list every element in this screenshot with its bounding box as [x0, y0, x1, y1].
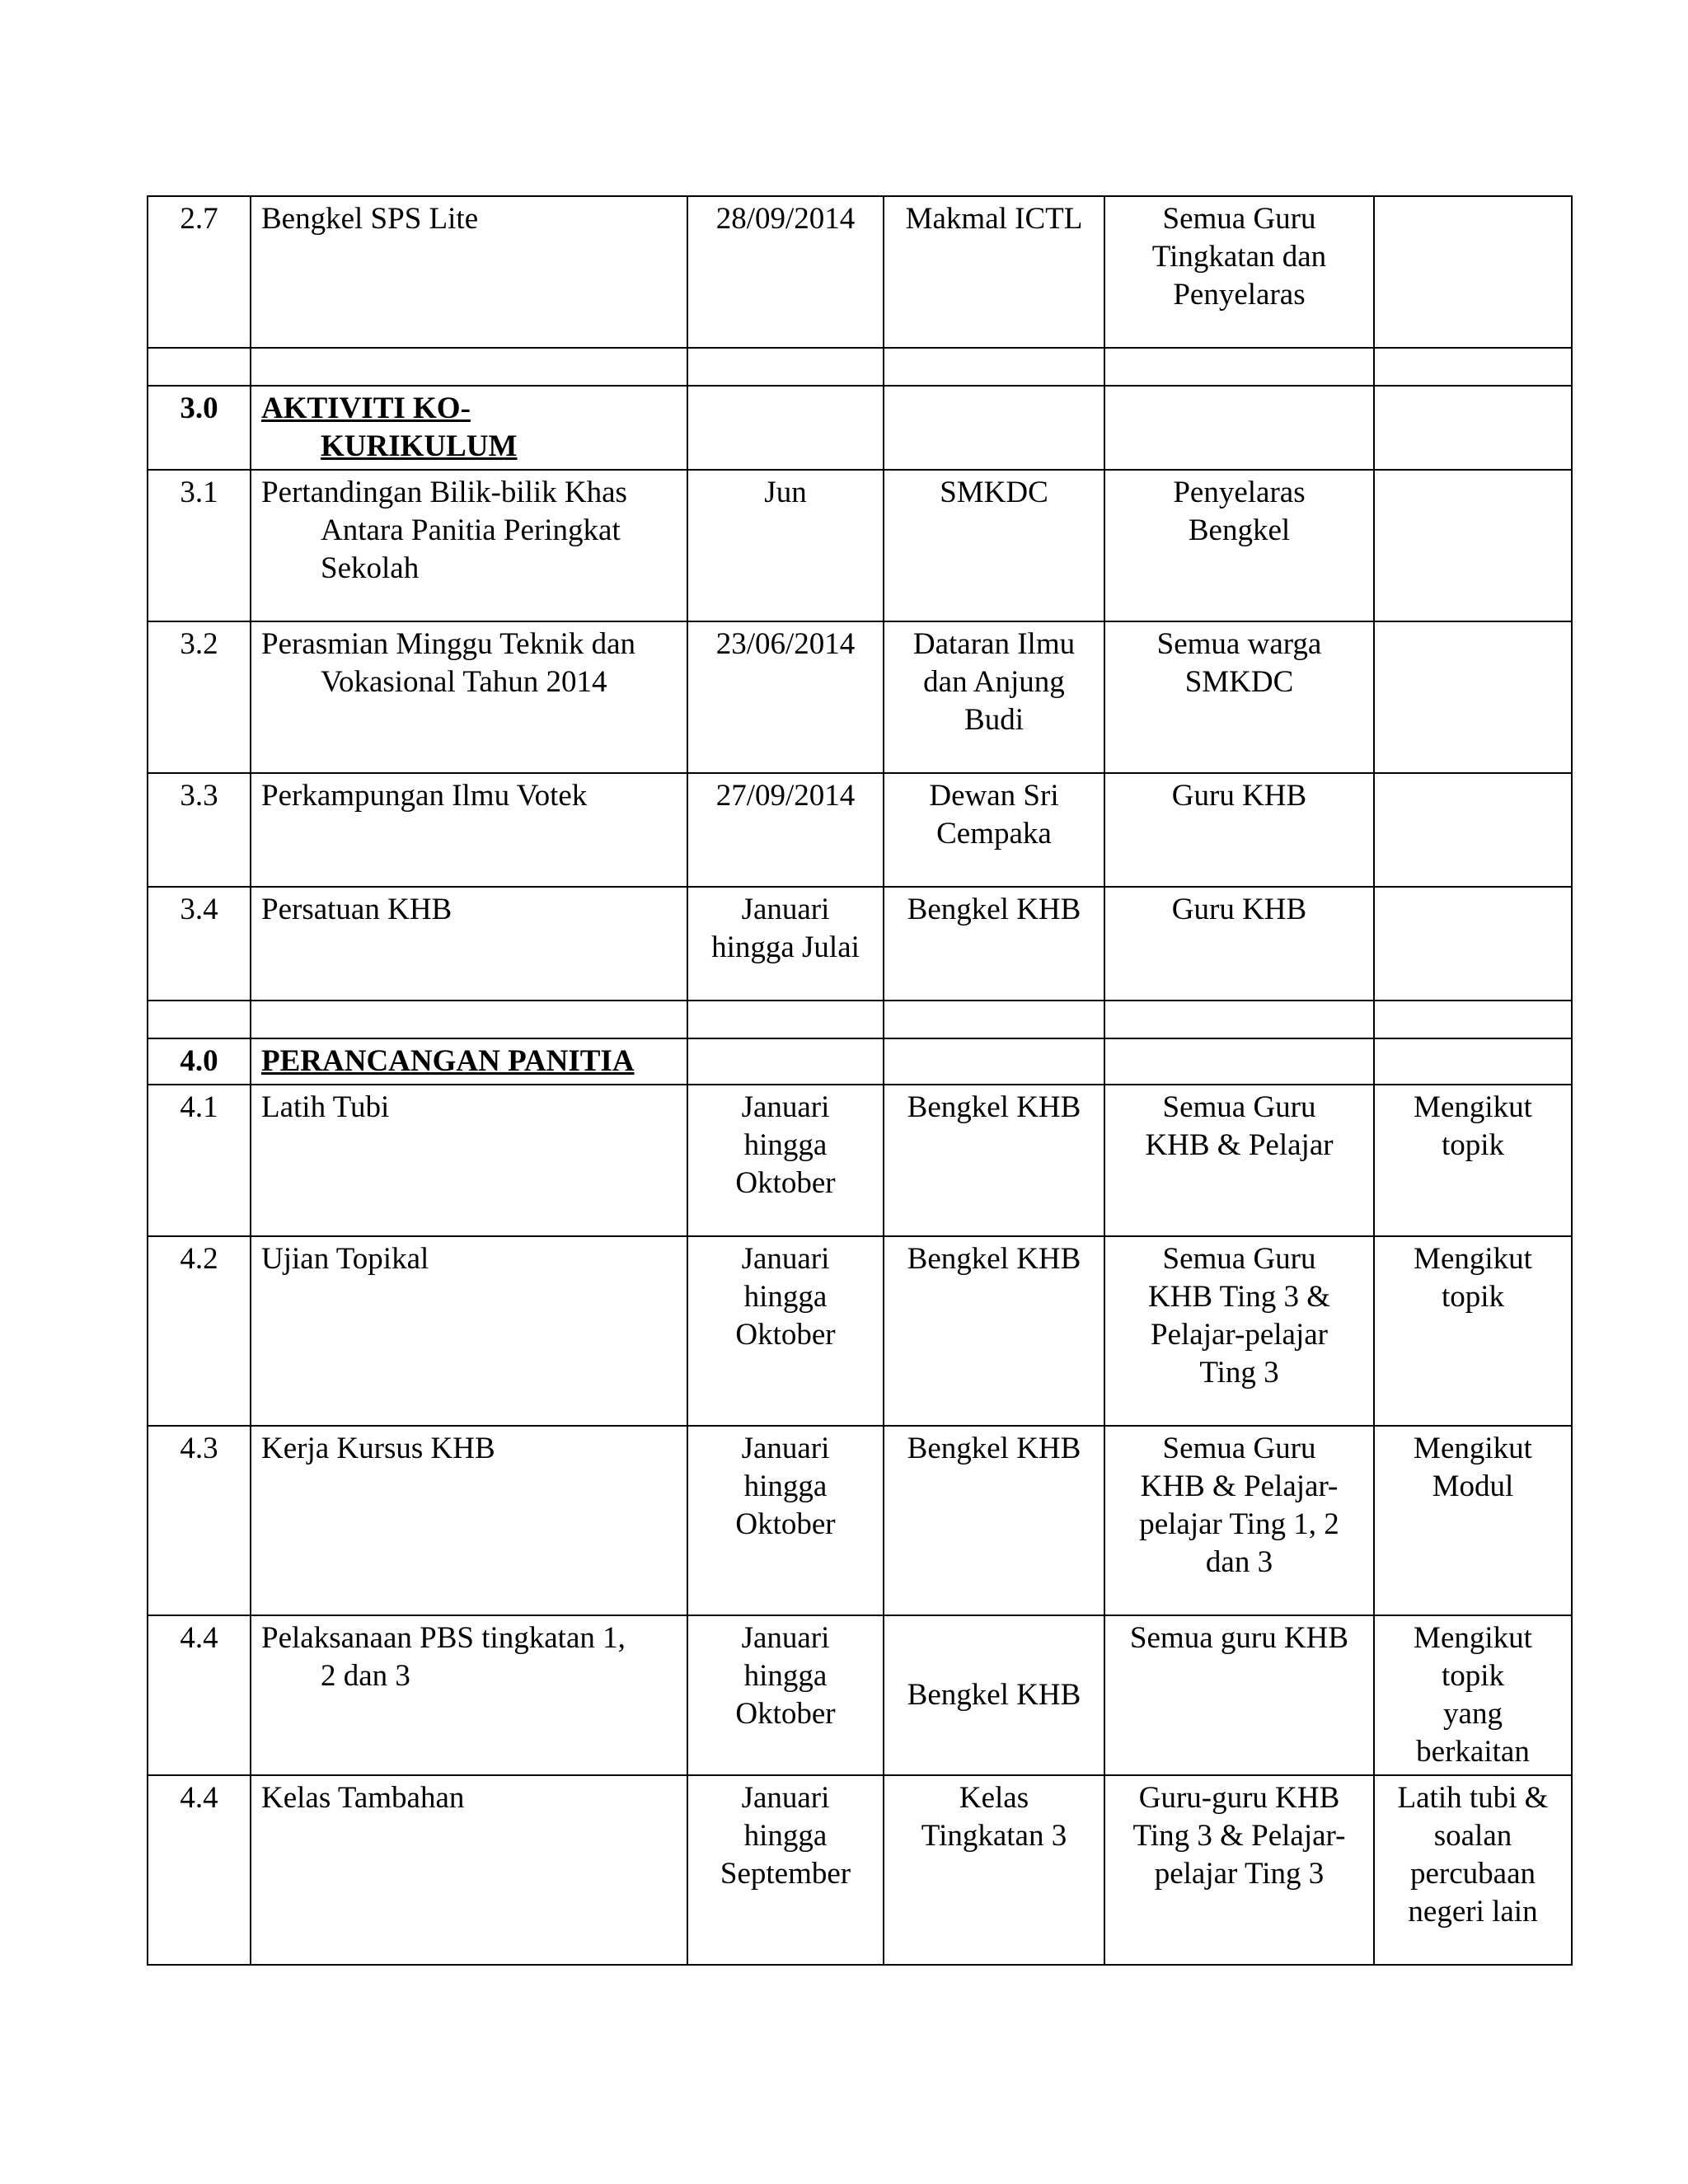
notes-cell — [1374, 348, 1572, 386]
place-cell — [884, 1426, 1104, 1615]
date-line: Januari — [741, 1242, 830, 1276]
notes-line: Mengikut — [1414, 1621, 1532, 1655]
date-line: September — [720, 1857, 851, 1891]
item-number: 4.0 — [180, 1044, 218, 1078]
activity-line: AKTIVITI KO- — [261, 391, 471, 425]
date-line: hingga — [743, 1659, 828, 1693]
item-number-cell — [148, 1236, 251, 1426]
table-row — [148, 1775, 1572, 1965]
item-number-cell — [148, 348, 251, 386]
target-cell — [1104, 196, 1374, 348]
item-number-cell — [148, 1085, 251, 1236]
target-cell — [1104, 1236, 1374, 1426]
item-number-cell — [148, 470, 251, 621]
date-cell — [687, 887, 884, 1001]
activity-cell — [251, 1615, 687, 1775]
date-line: Januari — [741, 1090, 830, 1124]
item-number: 4.1 — [180, 1090, 218, 1124]
target-cell — [1104, 1426, 1374, 1615]
activity-cell — [251, 1426, 687, 1615]
date-cell — [687, 1038, 884, 1085]
target-cell — [1104, 348, 1374, 386]
place-line: SMKDC — [940, 476, 1048, 509]
activity-line: KURIKULUM — [321, 429, 518, 463]
target-line: Tingkatan dan — [1151, 240, 1327, 274]
activity-line: Persatuan KHB — [261, 893, 452, 926]
place-line: Makmal ICTL — [905, 202, 1083, 236]
item-number: 4.3 — [180, 1432, 218, 1465]
place-cell — [884, 348, 1104, 386]
item-number-cell — [148, 196, 251, 348]
place-cell — [884, 1038, 1104, 1085]
activity-line: Pelaksanaan PBS tingkatan 1, — [261, 1621, 626, 1655]
date-line: hingga — [743, 1819, 828, 1853]
target-line: KHB Ting 3 & — [1147, 1280, 1331, 1314]
place-line: Bengkel KHB — [907, 893, 1081, 926]
notes-cell — [1374, 1775, 1572, 1965]
target-line: Semua Guru — [1162, 1242, 1316, 1276]
place-cell — [884, 196, 1104, 348]
date-line: Oktober — [735, 1507, 836, 1541]
date-cell — [687, 1426, 884, 1615]
activity-line: Pertandingan Bilik-bilik Khas — [261, 476, 627, 509]
section-row — [148, 1038, 1572, 1085]
target-cell — [1104, 1615, 1374, 1775]
notes-line: Modul — [1432, 1469, 1514, 1503]
notes-line: yang — [1443, 1697, 1503, 1731]
item-number-cell — [148, 1615, 251, 1775]
item-number: 4.4 — [180, 1621, 218, 1655]
place-line: Bengkel KHB — [907, 1242, 1081, 1276]
item-number-cell — [148, 1001, 251, 1038]
item-number: 3.1 — [180, 476, 218, 509]
activity-cell — [251, 1236, 687, 1426]
date-cell — [687, 1085, 884, 1236]
target-line: pelajar Ting 3 — [1154, 1857, 1325, 1891]
date-line: 27/09/2014 — [715, 779, 856, 813]
date-line: hingga — [743, 1128, 828, 1162]
item-number-cell — [148, 1775, 251, 1965]
notes-line: topik — [1441, 1128, 1505, 1162]
activity-cell — [251, 1775, 687, 1965]
target-cell — [1104, 470, 1374, 621]
activity-line: Latih Tubi — [261, 1090, 390, 1124]
table-row — [148, 773, 1572, 887]
item-number-cell — [148, 773, 251, 887]
place-line: Bengkel KHB — [907, 1090, 1081, 1124]
notes-cell — [1374, 773, 1572, 887]
place-line: Tingkatan 3 — [921, 1819, 1067, 1853]
item-number: 3.0 — [180, 391, 218, 425]
item-number-cell — [148, 1038, 251, 1085]
target-line: Bengkel — [1188, 513, 1291, 547]
activity-cell — [251, 196, 687, 348]
notes-cell — [1374, 621, 1572, 773]
target-cell — [1104, 1001, 1374, 1038]
notes-line: negeri lain — [1408, 1895, 1538, 1929]
spacer-row — [148, 1001, 1572, 1038]
activity-cell — [251, 621, 687, 773]
place-cell — [884, 470, 1104, 621]
activity-line: Kelas Tambahan — [261, 1781, 465, 1815]
notes-cell — [1374, 1085, 1572, 1236]
activity-cell — [251, 470, 687, 621]
notes-line: topik — [1441, 1280, 1505, 1314]
place-line: dan Anjung — [923, 665, 1065, 699]
target-cell — [1104, 621, 1374, 773]
notes-cell — [1374, 1615, 1572, 1775]
table-row — [148, 470, 1572, 621]
date-cell — [687, 386, 884, 470]
target-line: Semua Guru — [1162, 202, 1316, 236]
target-line: Guru KHB — [1171, 779, 1307, 813]
date-line: Januari — [741, 893, 830, 926]
place-cell — [884, 621, 1104, 773]
target-line: Ting 3 — [1199, 1356, 1279, 1390]
target-cell — [1104, 1775, 1374, 1965]
target-cell — [1104, 773, 1374, 887]
target-line: dan 3 — [1205, 1545, 1273, 1579]
date-cell — [687, 1001, 884, 1038]
activity-line: Perasmian Minggu Teknik dan — [261, 627, 636, 661]
date-line: Januari — [741, 1432, 830, 1465]
target-line: KHB & Pelajar- — [1140, 1469, 1339, 1503]
place-cell — [884, 1236, 1104, 1426]
notes-line: Mengikut — [1414, 1090, 1532, 1124]
notes-cell — [1374, 1426, 1572, 1615]
date-cell — [687, 1236, 884, 1426]
place-line: Cempaka — [936, 817, 1052, 851]
notes-cell — [1374, 1001, 1572, 1038]
target-cell — [1104, 1038, 1374, 1085]
item-number: 3.4 — [180, 893, 218, 926]
activity-cell — [251, 1038, 687, 1085]
item-number-cell — [148, 621, 251, 773]
place-line: Kelas — [959, 1781, 1029, 1815]
target-line: Semua guru KHB — [1129, 1621, 1349, 1655]
table-row — [148, 1426, 1572, 1615]
date-cell — [687, 1775, 884, 1965]
activity-cell — [251, 386, 687, 470]
notes-line: percubaan — [1409, 1857, 1536, 1891]
place-line: Budi — [964, 703, 1024, 737]
activity-line: Sekolah — [321, 551, 420, 585]
target-line: Semua Guru — [1162, 1432, 1316, 1465]
spacer-row — [148, 348, 1572, 386]
target-line: Penyelaras — [1173, 278, 1306, 312]
activity-cell — [251, 1085, 687, 1236]
notes-line: topik — [1441, 1659, 1505, 1693]
activity-line: 2 dan 3 — [321, 1659, 410, 1693]
place-cell — [884, 773, 1104, 887]
activity-table — [147, 195, 1573, 1966]
target-line: SMKDC — [1184, 665, 1294, 699]
item-number: 2.7 — [180, 202, 218, 236]
notes-line: soalan — [1433, 1819, 1512, 1853]
item-number: 3.3 — [180, 779, 218, 813]
notes-cell — [1374, 887, 1572, 1001]
date-line: Oktober — [735, 1166, 836, 1200]
date-line: Jun — [764, 476, 807, 509]
target-cell — [1104, 1085, 1374, 1236]
date-line: hingga — [743, 1280, 828, 1314]
place-cell — [884, 1001, 1104, 1038]
activity-line: Vokasional Tahun 2014 — [321, 665, 607, 699]
target-line: Penyelaras — [1173, 476, 1306, 509]
date-line: hingga — [743, 1469, 828, 1503]
target-cell — [1104, 887, 1374, 1001]
activity-cell — [251, 348, 687, 386]
activity-line: PERANCANGAN PANITIA — [261, 1044, 635, 1078]
place-cell — [884, 1085, 1104, 1236]
date-line: Januari — [741, 1781, 830, 1815]
item-number: 3.2 — [180, 627, 218, 661]
target-line: KHB & Pelajar — [1145, 1128, 1334, 1162]
notes-cell — [1374, 1038, 1572, 1085]
date-cell — [687, 1615, 884, 1775]
target-line: Guru-guru KHB — [1138, 1781, 1340, 1815]
notes-line: Mengikut — [1414, 1432, 1532, 1465]
table-row — [148, 1085, 1572, 1236]
item-number: 4.4 — [180, 1781, 218, 1815]
date-line: 28/09/2014 — [715, 202, 856, 236]
target-line: Guru KHB — [1171, 893, 1307, 926]
item-number: 4.2 — [180, 1242, 218, 1276]
notes-cell — [1374, 386, 1572, 470]
activity-line: Antara Panitia Peringkat — [321, 513, 621, 547]
section-row — [148, 386, 1572, 470]
target-line: Pelajar-pelajar — [1151, 1318, 1328, 1352]
target-cell — [1104, 386, 1374, 470]
notes-line: Latih tubi & — [1397, 1781, 1549, 1815]
target-line: Ting 3 & Pelajar- — [1132, 1819, 1346, 1853]
place-line: Bengkel KHB — [907, 1678, 1081, 1712]
table-body — [148, 196, 1572, 1965]
date-cell — [687, 621, 884, 773]
target-line: Semua warga — [1156, 627, 1322, 661]
date-line: Januari — [741, 1621, 830, 1655]
place-cell — [884, 887, 1104, 1001]
activity-line: Bengkel SPS Lite — [261, 202, 479, 236]
place-cell — [884, 386, 1104, 470]
table-row — [148, 1236, 1572, 1426]
place-cell — [884, 1615, 1104, 1775]
date-line: hingga Julai — [711, 930, 860, 964]
activity-line: Kerja Kursus KHB — [261, 1432, 495, 1465]
table-row — [148, 621, 1572, 773]
notes-line: Mengikut — [1414, 1242, 1532, 1276]
activity-cell — [251, 1001, 687, 1038]
date-line: Oktober — [735, 1697, 836, 1731]
date-cell — [687, 196, 884, 348]
date-cell — [687, 470, 884, 621]
date-cell — [687, 773, 884, 887]
place-line: Dewan Sri — [929, 779, 1059, 813]
activity-cell — [251, 887, 687, 1001]
target-line: Semua Guru — [1162, 1090, 1316, 1124]
activity-line: Ujian Topikal — [261, 1242, 429, 1276]
place-cell — [884, 1775, 1104, 1965]
item-number-cell — [148, 887, 251, 1001]
notes-line: berkaitan — [1416, 1735, 1530, 1769]
date-cell — [687, 348, 884, 386]
target-line: pelajar Ting 1, 2 — [1139, 1507, 1339, 1541]
place-line: Bengkel KHB — [907, 1432, 1081, 1465]
activity-line: Perkampungan Ilmu Votek — [261, 779, 588, 813]
date-line: Oktober — [735, 1318, 836, 1352]
notes-cell — [1374, 470, 1572, 621]
activity-cell — [251, 773, 687, 887]
item-number-cell — [148, 386, 251, 470]
place-line: Dataran Ilmu — [912, 627, 1076, 661]
table-row — [148, 887, 1572, 1001]
notes-cell — [1374, 1236, 1572, 1426]
date-line: 23/06/2014 — [715, 627, 856, 661]
table-row — [148, 1615, 1572, 1775]
table-row — [148, 196, 1572, 348]
item-number-cell — [148, 1426, 251, 1615]
notes-cell — [1374, 196, 1572, 348]
